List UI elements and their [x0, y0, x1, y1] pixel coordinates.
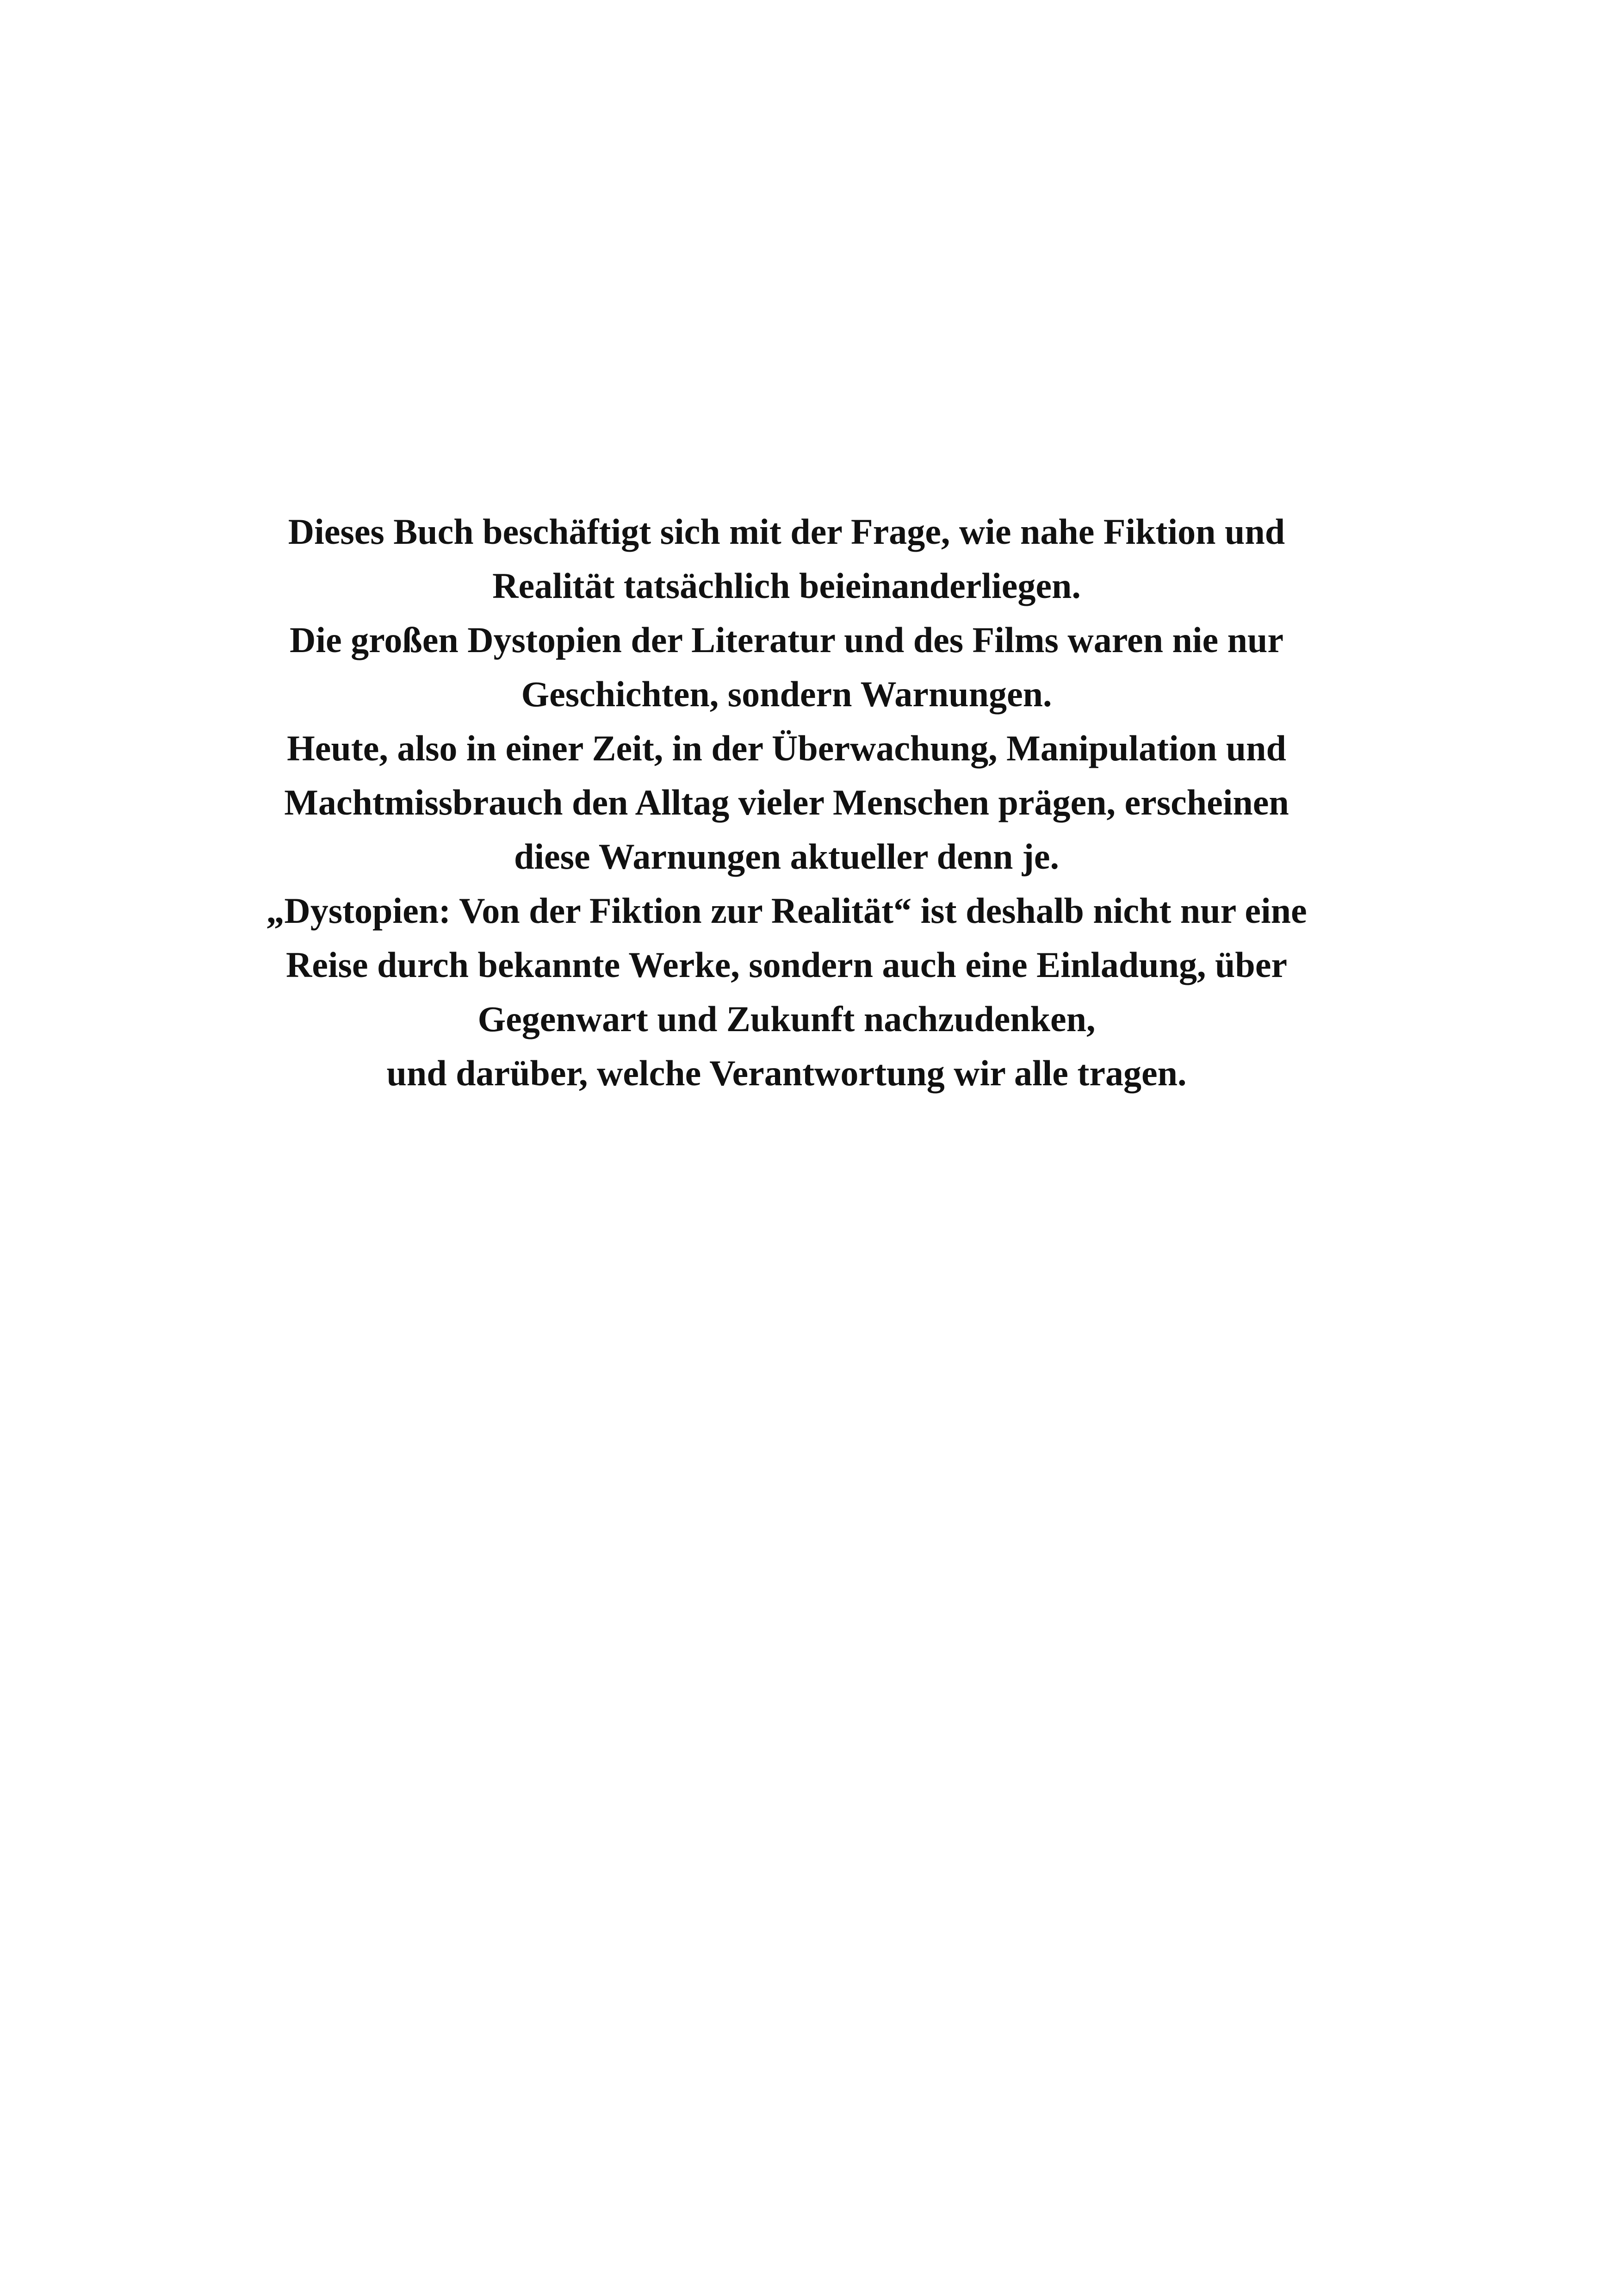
passage-line: Geschichten, sondern Warnungen.	[521, 674, 1052, 714]
passage-line: Reise durch bekannte Werke, sondern auch eine Einladung, über	[285, 945, 1288, 985]
passage-line: Heute, also in einer Zeit, in der Überwachung, Manipulation und	[287, 728, 1286, 768]
passage-line: Dieses Buch beschäftigt sich mit der Frage, wie nahe Fiktion und	[288, 511, 1285, 552]
passage-line: Realität tatsächlich beieinanderliegen.	[492, 566, 1081, 606]
passage-line: Gegenwart und Zukunft nachzudenken,	[477, 999, 1096, 1039]
passage-line: „Dystopien: Von der Fiktion zur Realität“ ist deshalb nicht nur eine	[266, 890, 1307, 931]
passage-line: und darüber, welche Verantwortung wir alle tragen.	[386, 1053, 1187, 1093]
passage-line: diese Warnungen aktueller denn je.	[514, 836, 1060, 877]
intro-passage	[139, 504, 1434, 1100]
passage-line: Machtmissbrauch den Alltag vieler Menschen prägen, erscheinen	[284, 782, 1289, 822]
passage-line: Die großen Dystopien der Literatur und des Films waren nie nur	[289, 620, 1283, 660]
